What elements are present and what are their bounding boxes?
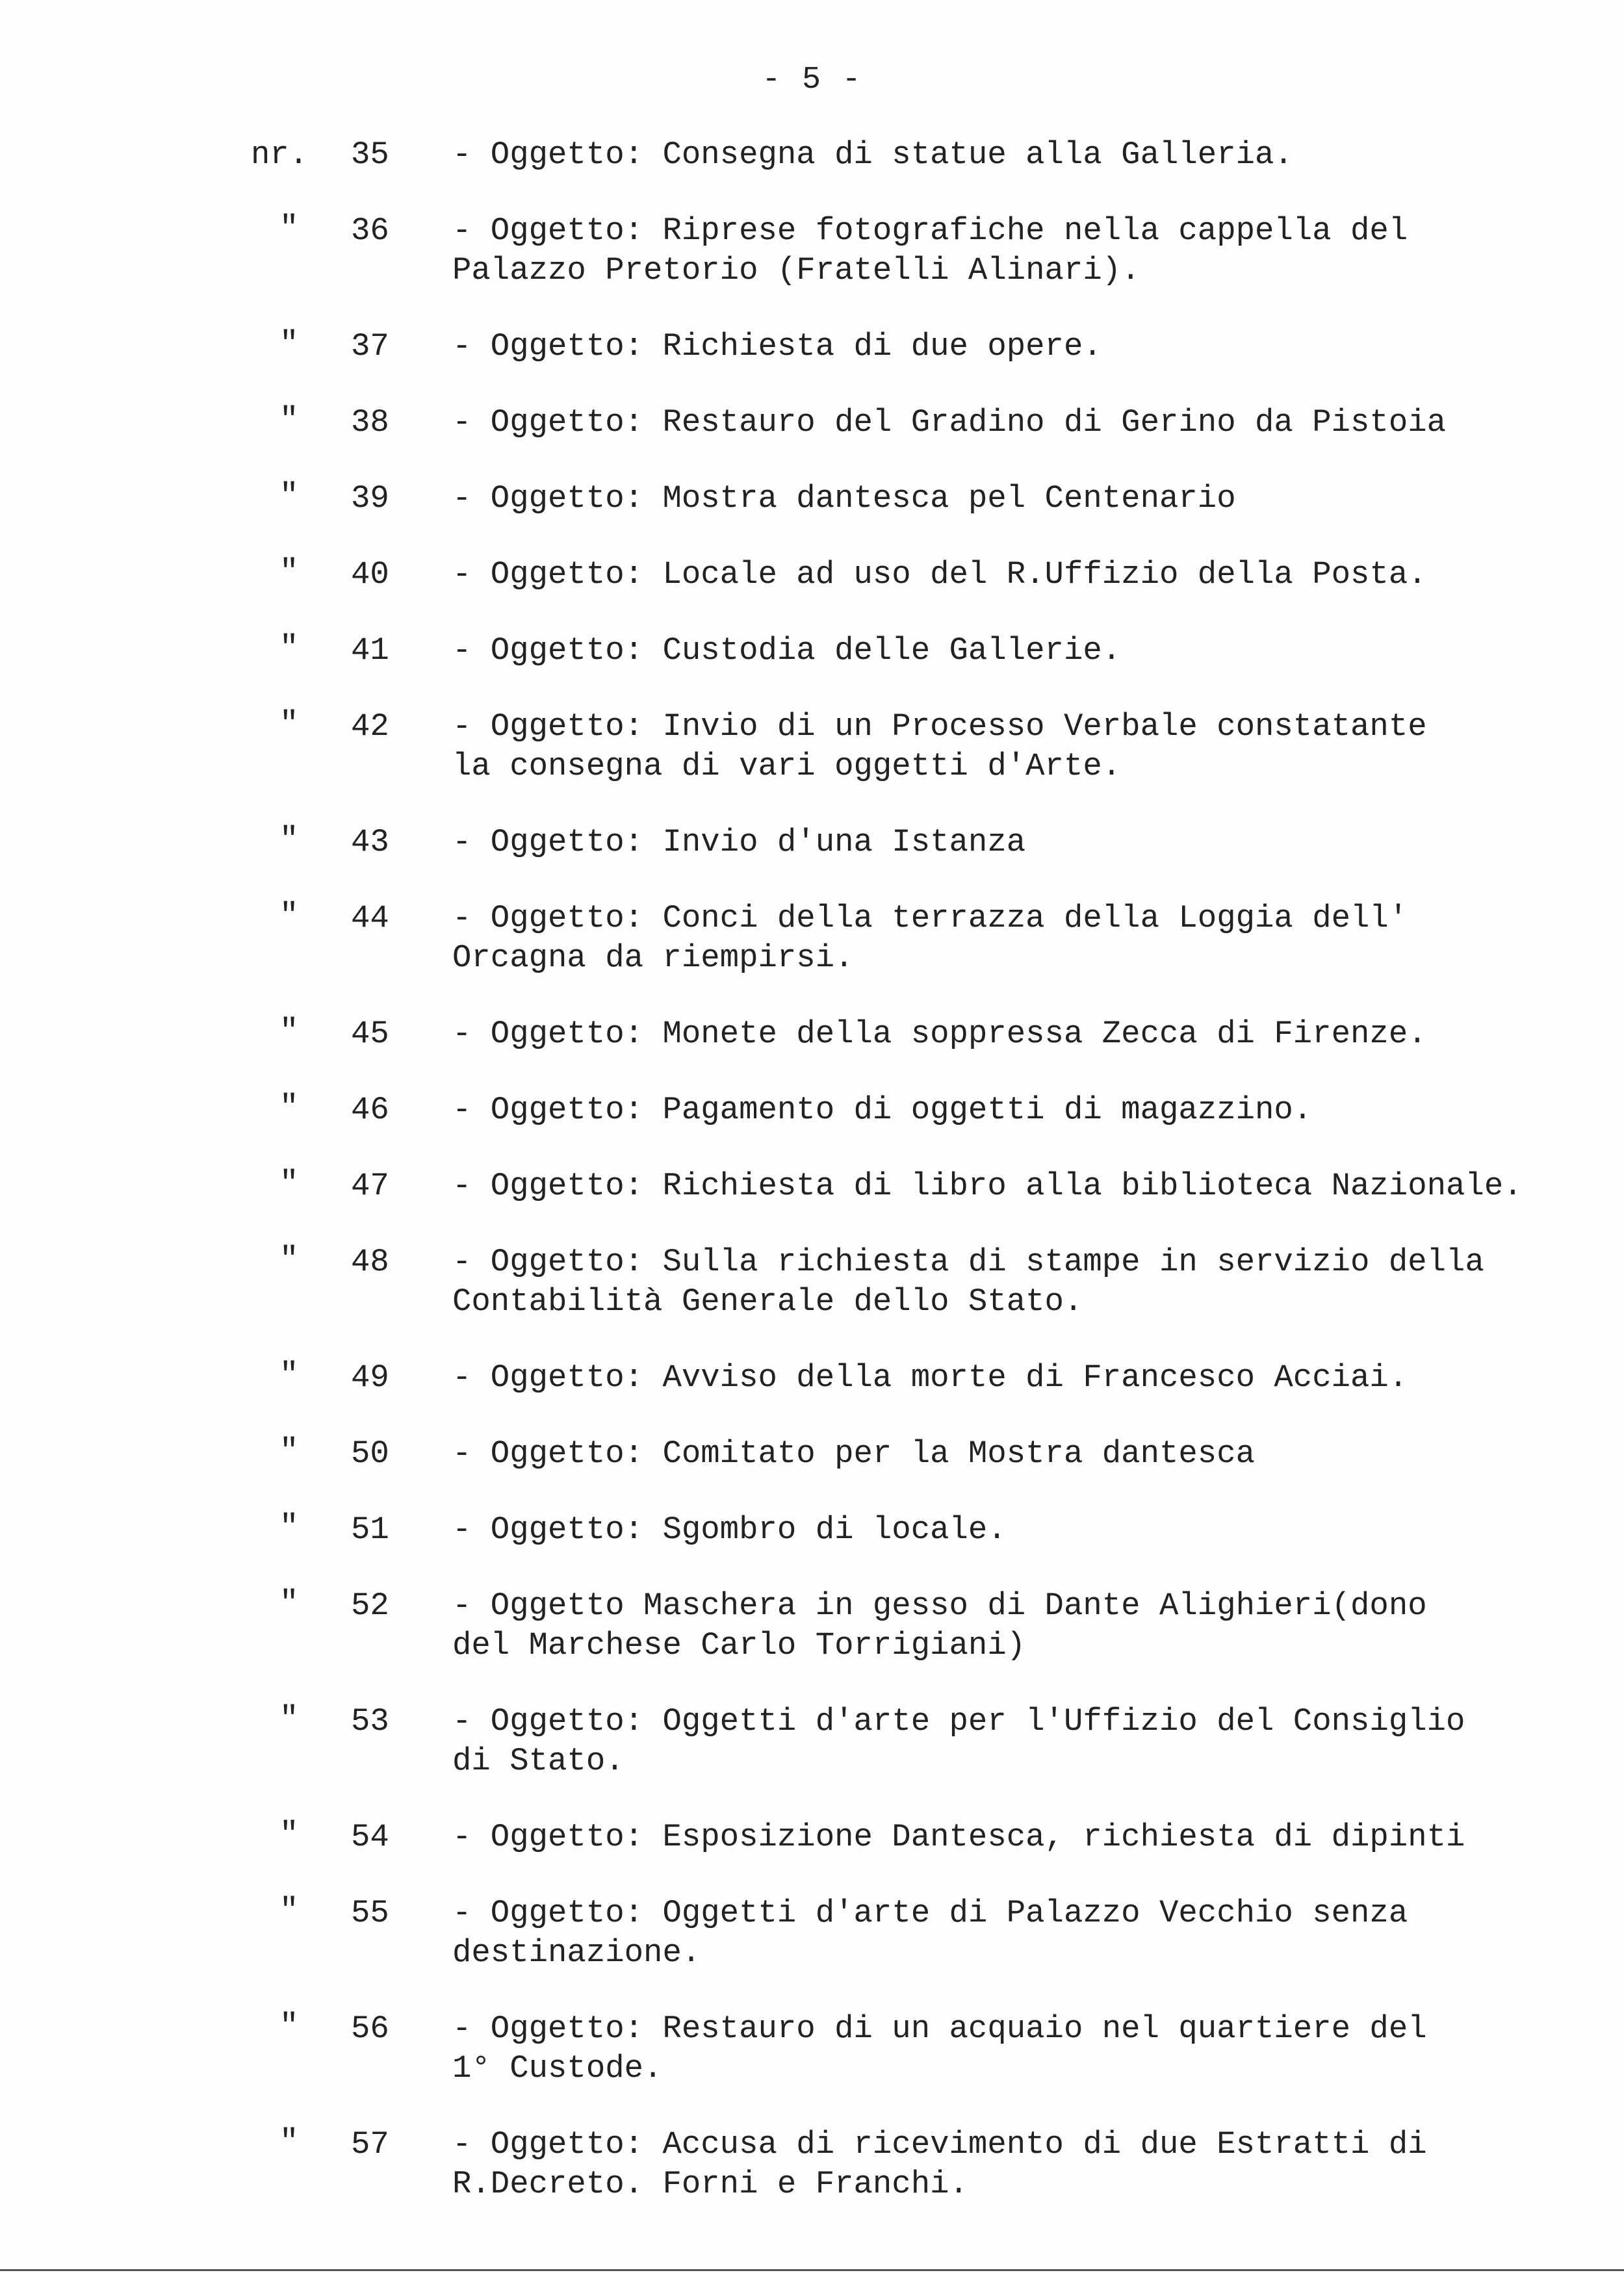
entry-text-line: - Oggetto Maschera in gesso di Dante Alighieri(dono bbox=[452, 1587, 1427, 1624]
list-item bbox=[0, 1242, 1624, 1322]
entry-number: 55 bbox=[351, 1895, 389, 1931]
list-item bbox=[0, 2125, 1624, 2204]
list-item bbox=[0, 1510, 1624, 1550]
list-item bbox=[0, 211, 1624, 290]
entry-number: 44 bbox=[351, 900, 389, 936]
ditto-mark: " bbox=[279, 630, 299, 666]
entry-text-line: - Oggetto: Accusa di ricevimento di due Estratti di bbox=[452, 2126, 1427, 2163]
entry-text bbox=[452, 135, 1570, 175]
entry-text bbox=[452, 479, 1570, 519]
ditto-mark: " bbox=[279, 1013, 299, 1049]
entry-text bbox=[452, 1166, 1570, 1206]
list-item bbox=[0, 1014, 1624, 1054]
entry-text bbox=[452, 403, 1570, 443]
list-item bbox=[0, 1702, 1624, 1781]
entry-text-line: Orcagna da riempirsi. bbox=[452, 940, 854, 976]
entry-text-line: - Oggetto: Oggetti d'arte di Palazzo Vecchio senza bbox=[452, 1895, 1408, 1931]
entry-text bbox=[452, 631, 1570, 671]
entry-text-line: del Marchese Carlo Torrigiani) bbox=[452, 1627, 1026, 1664]
entry-text bbox=[452, 555, 1570, 595]
page-number: - 5 - bbox=[762, 62, 862, 97]
ditto-mark: " bbox=[279, 210, 299, 246]
entry-text bbox=[452, 211, 1570, 290]
entry-text-line: - Oggetto: Conci della terrazza della Loggia dell' bbox=[452, 900, 1408, 936]
list-item bbox=[0, 1090, 1624, 1130]
entry-text-line: - Oggetto: Comitato per la Mostra dantesca bbox=[452, 1435, 1256, 1472]
list-item bbox=[0, 1166, 1624, 1206]
entry-text-line: - Oggetto: Richiesta di due opere. bbox=[452, 328, 1102, 365]
entry-text bbox=[452, 707, 1570, 786]
ditto-mark: " bbox=[279, 1089, 299, 1125]
entry-text bbox=[452, 1510, 1570, 1550]
entry-number: 40 bbox=[351, 556, 389, 593]
entry-text-line: 1° Custode. bbox=[452, 2050, 663, 2087]
list-item bbox=[0, 479, 1624, 519]
list-item bbox=[0, 555, 1624, 595]
entry-number: 52 bbox=[351, 1587, 389, 1624]
list-item bbox=[0, 1894, 1624, 1973]
entry-number: 42 bbox=[351, 708, 389, 745]
entry-text bbox=[452, 899, 1570, 978]
ditto-mark: " bbox=[279, 402, 299, 438]
entry-number: 54 bbox=[351, 1819, 389, 1855]
entry-text bbox=[452, 823, 1570, 862]
ditto-mark: " bbox=[279, 1241, 299, 1278]
list-item bbox=[0, 403, 1624, 443]
entry-text bbox=[452, 1358, 1570, 1398]
ditto-mark: " bbox=[279, 1816, 299, 1853]
list-item bbox=[0, 823, 1624, 862]
entry-text-line: di Stato. bbox=[452, 1743, 625, 1779]
ditto-mark: " bbox=[279, 1892, 299, 1929]
entry-prefix: nr. bbox=[251, 136, 309, 173]
ditto-mark: " bbox=[279, 1509, 299, 1545]
entry-text-line: - Oggetto: Restauro del Gradino di Gerino da Pistoia bbox=[452, 404, 1447, 441]
entry-number: 35 bbox=[351, 136, 389, 173]
entry-text-line: la consegna di vari oggetti d'Arte. bbox=[452, 748, 1122, 784]
list-item bbox=[0, 327, 1624, 366]
ditto-mark: " bbox=[279, 1165, 299, 1202]
entry-text bbox=[452, 1586, 1570, 1665]
ditto-mark: " bbox=[279, 2008, 299, 2044]
ditto-mark: " bbox=[279, 1585, 299, 1621]
entry-text-line: Palazzo Pretorio (Fratelli Alinari). bbox=[452, 252, 1141, 289]
entry-text bbox=[452, 1090, 1570, 1130]
entry-text-line: - Oggetto: Sulla richiesta di stampe in servizio della bbox=[452, 1244, 1484, 1280]
entry-text-line: - Oggetto: Sgombro di locale. bbox=[452, 1511, 1007, 1548]
entry-text bbox=[452, 2125, 1570, 2204]
ditto-mark: " bbox=[279, 706, 299, 742]
entry-text-line: - Oggetto: Riprese fotografiche nella cappella del bbox=[452, 212, 1408, 249]
entry-text-line: - Oggetto: Mostra dantesca pel Centenario bbox=[452, 480, 1236, 517]
entry-text-line: - Oggetto: Oggetti d'arte per l'Uffizio del Consiglio bbox=[452, 1703, 1465, 1740]
entry-text bbox=[452, 1818, 1570, 1857]
entry-text-line: - Oggetto: Invio d'una Istanza bbox=[452, 824, 1026, 860]
entry-text bbox=[452, 1014, 1570, 1054]
entry-text-line: - Oggetto: Esposizione Dantesca, richiesta di dipinti bbox=[452, 1819, 1465, 1855]
entry-text-line: - Oggetto: Pagamento di oggetti di magazzino. bbox=[452, 1092, 1313, 1128]
entry-number: 36 bbox=[351, 212, 389, 249]
entry-number: 37 bbox=[351, 328, 389, 365]
entry-text-line: destinazione. bbox=[452, 1934, 701, 1971]
list-item bbox=[0, 1818, 1624, 1857]
entry-text-line: - Oggetto: Restauro di un acquaio nel quartiere del bbox=[452, 2011, 1427, 2047]
entry-number: 57 bbox=[351, 2126, 389, 2163]
entry-number: 38 bbox=[351, 404, 389, 441]
entry-text bbox=[452, 1894, 1570, 1973]
entry-text-line: - Oggetto: Consegna di statue alla Galleria. bbox=[452, 136, 1293, 173]
entry-number: 48 bbox=[351, 1244, 389, 1280]
ditto-mark: " bbox=[279, 478, 299, 514]
ditto-mark: " bbox=[279, 821, 299, 858]
ditto-mark: " bbox=[279, 326, 299, 362]
ditto-mark: " bbox=[279, 1357, 299, 1393]
ditto-mark: " bbox=[279, 2124, 299, 2160]
list-item bbox=[0, 899, 1624, 978]
ditto-mark: " bbox=[279, 554, 299, 590]
entry-text-line: - Oggetto: Invio di un Processo Verbale constatante bbox=[452, 708, 1427, 745]
entry-text bbox=[452, 1242, 1570, 1322]
entry-number: 51 bbox=[351, 1511, 389, 1548]
list-item bbox=[0, 707, 1624, 786]
list-item bbox=[0, 1358, 1624, 1398]
ditto-mark: " bbox=[279, 1433, 299, 1469]
entry-list bbox=[0, 135, 1624, 2241]
entry-number: 49 bbox=[351, 1359, 389, 1396]
list-item bbox=[0, 631, 1624, 671]
entry-number: 53 bbox=[351, 1703, 389, 1740]
ditto-mark: " bbox=[279, 1701, 299, 1737]
list-item bbox=[0, 2009, 1624, 2089]
entry-number: 45 bbox=[351, 1016, 389, 1052]
ditto-mark: " bbox=[279, 897, 299, 934]
entry-text-line: Contabilità Generale dello Stato. bbox=[452, 1283, 1083, 1320]
entry-number: 46 bbox=[351, 1092, 389, 1128]
entry-text-line: - Oggetto: Richiesta di libro alla biblioteca Nazionale. bbox=[452, 1168, 1523, 1204]
entry-text bbox=[452, 2009, 1570, 2089]
entry-number: 39 bbox=[351, 480, 389, 517]
entry-number: 43 bbox=[351, 824, 389, 860]
entry-number: 41 bbox=[351, 632, 389, 669]
bottom-edge-line bbox=[0, 2269, 1624, 2271]
entry-text bbox=[452, 1434, 1570, 1474]
list-item bbox=[0, 135, 1624, 175]
entry-text bbox=[452, 327, 1570, 366]
entry-text-line: R.Decreto. Forni e Franchi. bbox=[452, 2166, 968, 2202]
entry-number: 47 bbox=[351, 1168, 389, 1204]
entry-text-line: - Oggetto: Custodia delle Gallerie. bbox=[452, 632, 1122, 669]
entry-number: 50 bbox=[351, 1435, 389, 1472]
entry-number: 56 bbox=[351, 2011, 389, 2047]
list-item bbox=[0, 1586, 1624, 1665]
entry-text-line: - Oggetto: Monete della soppressa Zecca di Firenze. bbox=[452, 1016, 1427, 1052]
entry-text-line: - Oggetto: Locale ad uso del R.Uffizio della Posta. bbox=[452, 556, 1427, 593]
entry-text bbox=[452, 1702, 1570, 1781]
entry-text-line: - Oggetto: Avviso della morte di Francesco Acciai. bbox=[452, 1359, 1408, 1396]
list-item bbox=[0, 1434, 1624, 1474]
